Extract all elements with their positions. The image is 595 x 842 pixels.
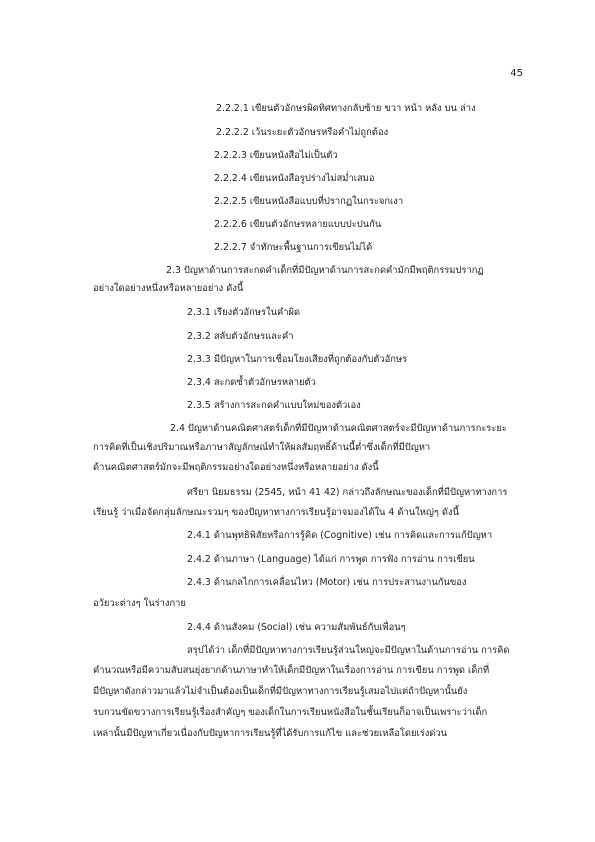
text-line: การคิดที่เป็นเชิงปริมาณหรือภาษาสัญลักษณ์ทำให้ผลสัมฤทธิ์ด้านนี้ต่ำซึ่งเด็กที่มีปัญหา xyxy=(93,442,431,453)
text-line: 2.4.4 ด้านสังคม (Social) เช่น ความสัมพันธ์กับเพื่อนๆ xyxy=(187,622,406,633)
text-line: ศรียา นิยมธรรม (2545, หน้า 41 42) กล่าวถึงลักษณะของเด็กที่มีปัญหาทางการ xyxy=(187,487,508,498)
text-line: รบกวนขัดขวางการเรียนรู้เรื่องสำคัญๆ ของเด็กในการเรียนหนังสือในชั้นเรียนก็อาจเป็นเพราะว่าเด็ก xyxy=(93,707,488,718)
text-line: 2.2.2.3 เขียนหนังสือไม่เป็นตัว xyxy=(214,150,338,161)
text-line: 2.2.2.1 เขียนตัวอักษรผิดทิศทางกลับซ้าย ขวา หน้า หลัง บน ล่าง xyxy=(216,103,476,114)
text-line: 2.2.2.5 เขียนหนังสือแบบที่ปรากฏในกระจกเงา xyxy=(214,196,404,207)
text-line: คำนวณหรือมีความสับสนยุ่งยากด้านภาษาทำให้เด็กมีปัญหาในเรื่องการอ่าน การเขียน การพูด เด็กที่ xyxy=(93,665,490,676)
section-heading: 2.3 ปัญหาด้านการสะกดคำเด็กที่มีปัญหาด้านการสะกดคำมักมีพฤติกรรมปรากฏ xyxy=(166,265,484,276)
text-line: 2.2.2.7 จำทักษะพื้นฐานการเขียนไม่ได้ xyxy=(214,242,373,253)
text-line: 2.3.2 สลับตัวอักษรและคำ xyxy=(187,331,294,342)
page-number: 45 xyxy=(510,68,523,79)
text-line: สรุปได้ว่า เด็กที่มีปัญหาทางการเรียนรู้ส่วนใหญ่จะมีปัญหาในด้านการอ่าน การคิด xyxy=(187,645,510,656)
text-line: ด้านคณิตศาสตร์มักจะมีพฤติกรรมอย่างใดอย่างหนึ่งหรือหลายอย่าง ดังนี้ xyxy=(93,462,379,473)
text-line: 2.4.2 ด้านภาษา (Language) ได้แก่ การพูด การฟัง การอ่าน การเขียน xyxy=(187,554,475,565)
text-line: 2.4.3 ด้านกลไกการเคลื่อนไหว (Motor) เช่น การประสานงานกันของ xyxy=(187,577,467,588)
text-line: 2.2.2.4 เขียนหนังสือรูปร่างไม่สม่ำเสมอ xyxy=(214,173,375,184)
text-line: 2.2.2.6 เขียนตัวอักษรหลายแบบปะปนกัน xyxy=(214,219,382,230)
text-line: 2.3.1 เรียงตัวอักษรในคำผิด xyxy=(187,307,301,318)
text-line: 2.2.2.2 เว้นระยะตัวอักษรหรือคำไม่ถูกต้อง xyxy=(216,127,389,138)
text-line: อวัยวะต่างๆ ในร่างกาย xyxy=(93,598,186,609)
text-line: อย่างใดอย่างหนึ่งหรือหลายอย่าง ดังนี้ xyxy=(93,283,244,294)
text-line: 2.4.1 ด้านพุทธิพิสัยหรือการรู้คิด (Cognitive) เช่น การคิดและการแก้ปัญหา xyxy=(187,530,493,541)
text-line: มีปัญหาดังกล่าวมาแล้วไม่จำเป็นต้องเป็นเด็กที่มีปัญหาทางการเรียนรู้เสมอไปแต่ถ้าปัญหานั้นยัง xyxy=(93,686,468,697)
section-heading: 2.4 ปัญหาด้านคณิตศาสตร์เด็กที่มีปัญหาด้านคณิตศาสตร์จะมีปัญหาด้านการกะระยะ xyxy=(170,423,507,434)
text-line: 2.3.3 มีปัญหาในการเชื่อมโยงเสียงที่ถูกต้องกับตัวอักษร xyxy=(187,354,408,365)
text-line: 2.3.4 สะกดซ้ำตัวอักษรหลายตัว xyxy=(187,377,316,388)
text-line: เรียนรู้ ว่าเมื่อจัดกลุ่มลักษณะรวมๆ ของปัญหาทางการเรียนรู้อาจมองได้ใน 4 ด้านใหญ่ๆ ดังนี้ xyxy=(93,507,459,518)
text-line: เหล่านั้นมีปัญหาเกี่ยวเนื่องกับปัญหาการเรียนรู้ที่ได้รับการแก้ไข และช่วยเหลือโดยเร่งด่วน xyxy=(93,728,448,739)
text-line: 2.3.5 สร้างการสะกดคำแบบใหม่ของตัวเอง xyxy=(187,400,361,411)
